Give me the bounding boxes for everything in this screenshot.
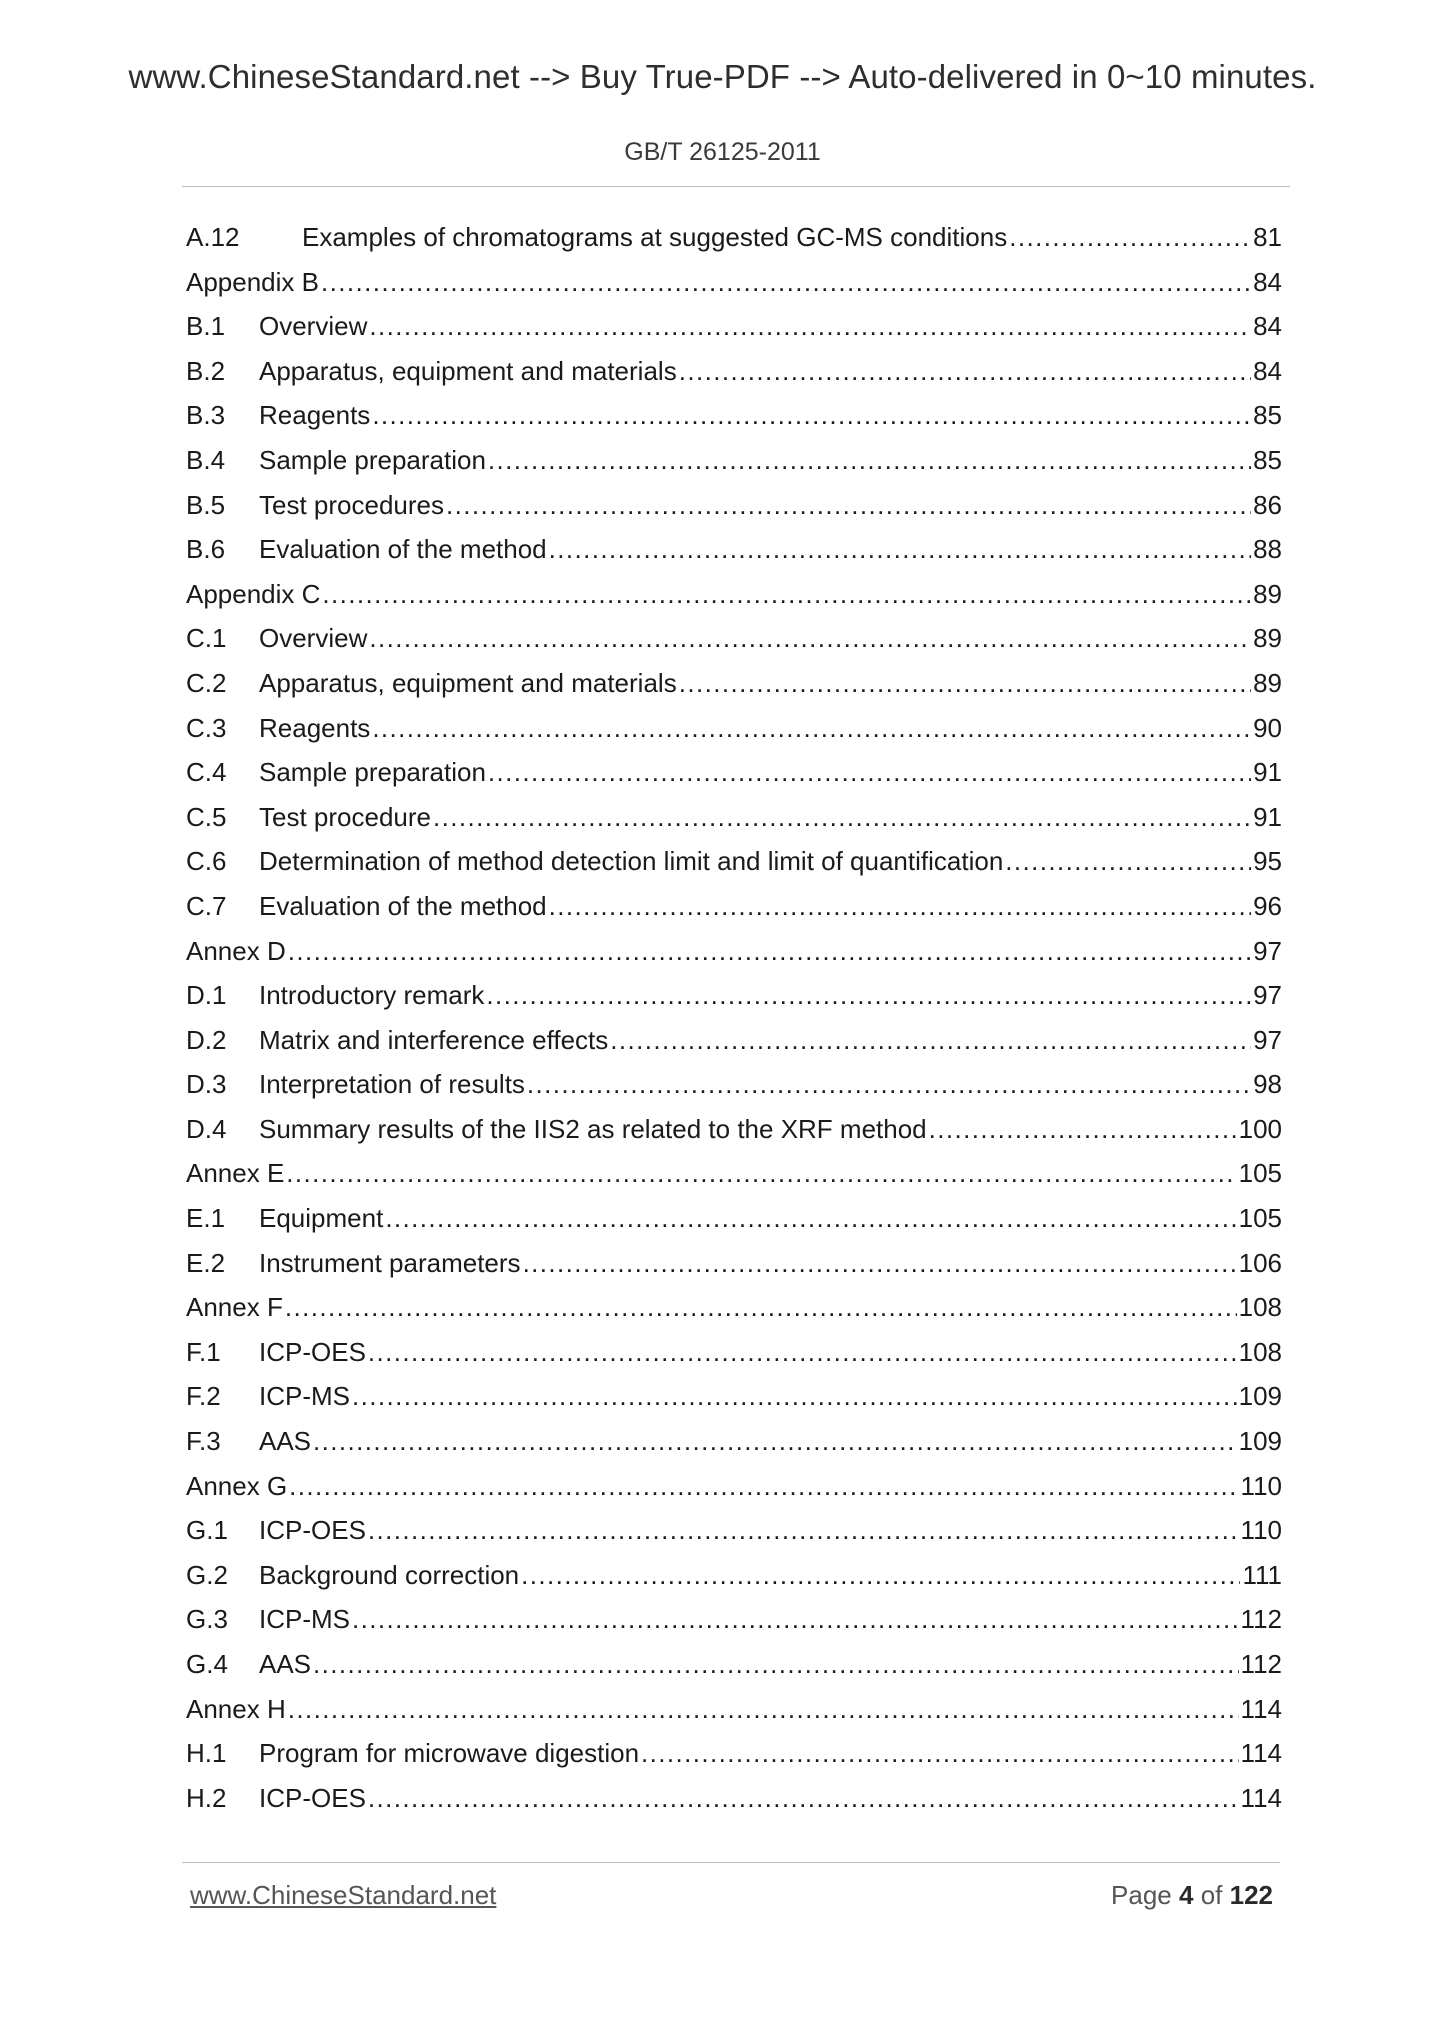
toc-entry-page: 97 [1253,1024,1282,1055]
toc-entry[interactable] [186,1196,1282,1241]
toc-entry-title: Summary results of the IIS2 as related to the XRF method [259,1113,927,1144]
toc-entry-page: 110 [1240,1515,1282,1546]
toc-entry-number: E.1 [186,1203,226,1234]
toc-dot-leader [368,1330,1237,1375]
toc-entry[interactable] [186,572,1282,617]
toc-dot-leader [352,1597,1239,1642]
toc-entry-title: Apparatus, equipment and materials [259,355,677,386]
toc-entry-page: 85 [1253,444,1282,475]
toc-entry-number: G.2 [186,1559,228,1590]
toc-entry-page: 84 [1253,266,1282,297]
toc-dot-leader [433,795,1251,840]
document-code: GB/T 26125-2011 [624,138,821,166]
toc-entry-page: 100 [1238,1113,1282,1144]
toc-entry-page: 114 [1240,1693,1282,1724]
toc-entry[interactable] [186,706,1282,751]
toc-entry-page: 105 [1238,1158,1282,1189]
toc-dot-leader [488,750,1251,795]
toc-entry-number: C.3 [186,712,227,743]
toc-entry[interactable] [186,750,1282,795]
toc-entry-page: 112 [1240,1649,1282,1679]
toc-entry-title: ICP-OES [259,1336,366,1367]
toc-dot-leader [549,884,1251,929]
toc-dot-leader [446,483,1251,528]
toc-entry-title: Test procedure [259,801,431,832]
toc-dot-leader [527,1062,1251,1107]
toc-dot-leader [679,661,1251,706]
toc-entry[interactable] [186,1330,1282,1375]
toc-entry-page: 105 [1238,1203,1282,1234]
toc-dot-leader [486,973,1251,1018]
toc-entry[interactable] [186,438,1282,483]
toc-dot-leader [1009,215,1251,260]
toc-entry-number: C.6 [186,846,227,877]
toc-entry-number: B.4 [186,444,226,475]
toc-entry[interactable] [186,929,1282,974]
toc-entry-number: C.7 [186,890,227,921]
toc-entry[interactable] [186,616,1282,661]
toc-entry-number: H.2 [186,1782,227,1813]
toc-entry-title: Apparatus, equipment and materials [259,667,677,698]
toc-entry-title: Introductory remark [259,980,485,1011]
toc-dot-leader [610,1018,1251,1063]
toc-entry-page: 91 [1253,801,1282,832]
toc-entry[interactable] [186,839,1282,884]
toc-entry[interactable] [186,527,1282,572]
toc-entry-number: C.2 [186,667,227,698]
toc-dot-leader [372,706,1251,751]
toc-entry-title: Overview [259,311,368,342]
toc-entry[interactable] [186,393,1282,438]
toc-dot-leader [369,304,1251,349]
page-indicator [1111,1880,1273,1911]
toc-dot-leader [521,1553,1240,1598]
toc-entry-number: D.3 [186,1069,227,1100]
toc-entry-page: 91 [1253,757,1282,788]
total-page-count: 122 [1229,1880,1273,1910]
toc-entry[interactable] [186,973,1282,1018]
toc-dot-leader [929,1107,1237,1152]
toc-dot-leader [372,393,1251,438]
toc-entry-page: 98 [1253,1069,1282,1100]
toc-entry-page: 114 [1240,1738,1282,1769]
toc-entry-title: Program for microwave digestion [259,1738,640,1769]
toc-entry-title: Equipment [259,1203,384,1234]
toc-entry-number: F.1 [186,1336,221,1367]
page-of-label: of [1200,1880,1223,1910]
toc-entry-number: G.4 [186,1649,228,1679]
toc-dot-leader [369,616,1251,661]
toc-entry-number: D.2 [186,1024,227,1055]
toc-entry[interactable] [186,1241,1282,1286]
toc-entry-title: ICP-MS [259,1381,350,1412]
toc-entry-number: C.1 [186,623,227,654]
toc-entry-page: 84 [1253,355,1282,386]
toc-entry-title: Examples of chromatograms at suggested GC-MS conditions [302,222,1008,252]
toc-entry[interactable] [186,260,1282,305]
toc-entry-title: Annex E [186,1158,285,1189]
toc-entry[interactable] [186,1464,1282,1509]
toc-entry-title: Annex F [186,1292,283,1323]
toc-dot-leader [313,1419,1237,1464]
toc-entry-page: 97 [1253,935,1282,966]
toc-dot-leader [549,527,1251,572]
toc-entry-title: Annex D [186,935,286,966]
toc-entry-title: Matrix and interference effects [259,1024,609,1055]
toc-dot-leader [288,1687,1239,1732]
table-of-contents [186,215,1282,1820]
toc-entry-page: 106 [1238,1247,1282,1278]
toc-dot-leader [313,1642,1239,1687]
toc-entry-page: 89 [1253,667,1282,698]
toc-entry-title: Sample preparation [259,757,486,788]
toc-entry-page: 112 [1240,1604,1282,1635]
toc-entry-title: Instrument parameters [259,1247,521,1278]
toc-entry-title: Reagents [259,400,371,431]
toc-entry-number: C.5 [186,801,227,832]
toc-entry-page: 89 [1253,623,1282,654]
toc-entry-number: G.1 [186,1515,228,1546]
page-prefix: Page [1111,1880,1172,1910]
toc-entry-number: B.2 [186,355,226,386]
toc-entry-number: C.4 [186,757,227,788]
toc-entry-title: Test procedures [259,489,444,520]
toc-entry-page: 114 [1240,1782,1282,1813]
toc-dot-leader [1005,839,1251,884]
toc-entry-page: 97 [1253,980,1282,1011]
toc-dot-leader [322,572,1251,617]
toc-entry-title: ICP-OES [259,1515,366,1546]
toc-entry[interactable] [186,1018,1282,1063]
toc-entry-title: Background correction [259,1559,520,1590]
toc-entry[interactable] [186,1062,1282,1107]
toc-dot-leader [368,1508,1239,1553]
toc-entry-title: Determination of method detection limit and limit of quantification [259,846,1004,877]
toc-entry-title: AAS [259,1649,312,1679]
toc-entry-page: 110 [1240,1470,1282,1501]
toc-entry-page: 96 [1253,890,1282,921]
toc-entry[interactable] [186,483,1282,528]
toc-entry-number: F.3 [186,1426,221,1457]
toc-entry[interactable] [186,1151,1282,1196]
toc-entry[interactable] [186,304,1282,349]
toc-entry-number: G.3 [186,1604,228,1635]
toc-entry-title: ICP-MS [259,1604,350,1635]
toc-dot-leader [523,1241,1237,1286]
toc-entry-page: 89 [1253,578,1282,609]
toc-entry[interactable] [186,1419,1282,1464]
toc-entry-title: Reagents [259,712,371,743]
toc-entry-number: D.1 [186,980,227,1011]
toc-entry[interactable] [186,1642,1282,1687]
toc-dot-leader [352,1374,1237,1419]
toc-entry[interactable] [186,1776,1282,1821]
toc-dot-leader [488,438,1251,483]
toc-dot-leader [641,1731,1239,1776]
toc-entry-number: F.2 [186,1381,221,1412]
toc-dot-leader [285,1285,1237,1330]
toc-entry-page: 108 [1238,1292,1282,1323]
toc-entry[interactable] [186,349,1282,394]
toc-entry-title: ICP-OES [259,1782,366,1813]
top-banner: www.ChineseStandard.net --> Buy True-PDF --> Auto-delivered in 0~10 minutes. [128,58,1317,95]
current-page-number: 4 [1178,1880,1194,1910]
toc-dot-leader [321,260,1251,305]
toc-dot-leader [368,1776,1239,1821]
toc-dot-leader [679,349,1251,394]
toc-entry-page: 86 [1253,489,1282,520]
toc-entry-number: E.2 [186,1247,226,1278]
toc-entry-number: B.5 [186,489,226,520]
toc-entry[interactable] [186,1374,1282,1419]
toc-entry-title: Interpretation of results [259,1069,525,1100]
toc-entry-title: Annex G [186,1470,288,1501]
toc-entry-page: 111 [1242,1559,1282,1590]
toc-dot-leader [289,1464,1238,1509]
footer-website-link[interactable]: www.ChineseStandard.net [190,1880,497,1910]
toc-entry-title: Appendix C [186,578,321,609]
toc-entry[interactable] [186,795,1282,840]
toc-entry-page: 85 [1253,400,1282,431]
toc-entry[interactable] [186,215,1282,260]
toc-entry[interactable] [186,1597,1282,1642]
toc-entry-page: 95 [1253,846,1282,877]
toc-entry-title: AAS [259,1426,312,1457]
toc-entry-title: Appendix B [186,266,319,297]
toc-entry-title: Sample preparation [259,444,486,475]
toc-dot-leader [286,1151,1236,1196]
toc-entry-page: 109 [1238,1381,1282,1412]
toc-entry-title: Annex H [186,1693,286,1724]
toc-entry[interactable] [186,661,1282,706]
toc-entry-number: B.1 [186,311,226,342]
toc-entry-number: D.4 [186,1113,227,1144]
toc-entry-title: Overview [259,623,368,654]
toc-entry-number: B.6 [186,534,226,565]
toc-entry-title: Evaluation of the method [259,534,547,565]
toc-entry-number: A.12 [186,222,240,252]
header-divider [182,186,1290,187]
toc-entry[interactable] [186,1553,1282,1598]
toc-dot-leader [385,1196,1236,1241]
toc-entry[interactable] [186,1731,1282,1776]
toc-entry-page: 81 [1253,222,1282,252]
toc-entry-page: 109 [1238,1426,1282,1457]
footer-divider [182,1862,1280,1863]
toc-entry[interactable] [186,1687,1282,1732]
toc-entry-title: Evaluation of the method [259,890,547,921]
toc-entry-page: 88 [1253,534,1282,565]
toc-entry-number: B.3 [186,400,226,431]
toc-entry[interactable] [186,884,1282,929]
toc-entry-number: H.1 [186,1738,227,1769]
toc-dot-leader [288,929,1251,974]
toc-entry-page: 90 [1253,712,1282,743]
toc-entry-page: 84 [1253,311,1282,342]
toc-entry[interactable] [186,1508,1282,1553]
toc-entry[interactable] [186,1107,1282,1152]
toc-entry-page: 108 [1238,1336,1282,1367]
toc-entry[interactable] [186,1285,1282,1330]
